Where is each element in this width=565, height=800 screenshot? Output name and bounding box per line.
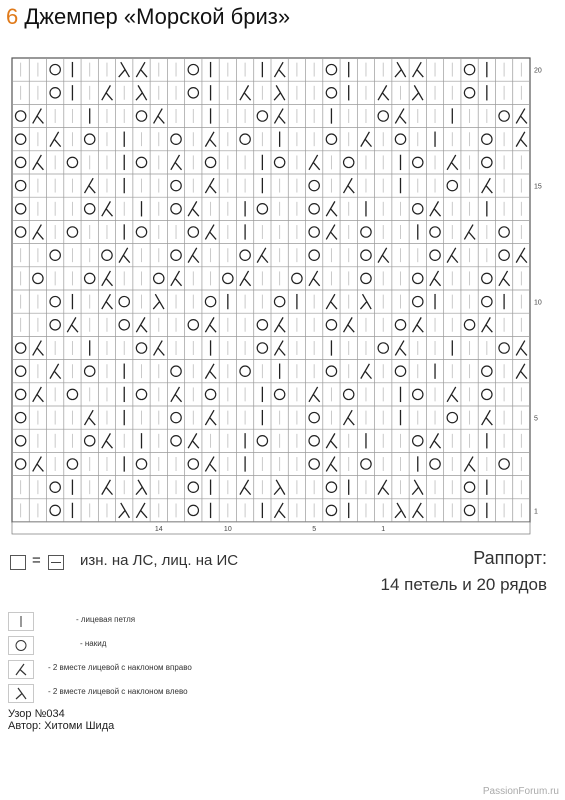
yarn-over-icon xyxy=(8,636,34,655)
row-number-label: 1 xyxy=(534,508,538,516)
key-k2tog-right xyxy=(8,660,268,678)
pattern-id: Узор №034 xyxy=(8,708,65,720)
legend-purl-text: изн. на ЛС, лиц. на ИС xyxy=(80,552,239,569)
k2tog-right-icon xyxy=(8,660,34,679)
blank-square-icon xyxy=(10,555,26,570)
author: Автор: Хитоми Шида xyxy=(8,720,115,732)
purl-dash-icon xyxy=(48,555,64,570)
key-knit xyxy=(8,612,268,630)
row-number-label: 10 xyxy=(534,299,542,307)
column-number-strip xyxy=(12,522,530,534)
key-k2tog-left-label: - 2 вместе лицевой с наклоном влево xyxy=(48,687,188,696)
key-knit-label: - лицевая петля xyxy=(76,615,136,624)
watermark: PassionForum.ru xyxy=(482,786,559,797)
key-yarn-over xyxy=(8,636,268,654)
key-yarn-over-label: - накид xyxy=(80,639,107,648)
rapport-title: Раппорт: xyxy=(473,548,547,568)
column-number-label: 10 xyxy=(223,526,232,533)
equals-sign: = xyxy=(32,552,41,569)
column-number-label: 1 xyxy=(381,526,386,533)
key-k2tog-right-label: - 2 вместе лицевой с наклоном вправо xyxy=(48,663,192,672)
rapport-details: 14 петель и 20 рядов xyxy=(380,575,547,594)
knit-stitch-icon xyxy=(8,612,34,631)
column-number-label: 14 xyxy=(154,526,163,533)
key-k2tog-left xyxy=(8,684,268,702)
column-number-label: 5 xyxy=(312,526,317,533)
row-number-label: 20 xyxy=(534,67,542,75)
row-number-label: 5 xyxy=(534,415,538,423)
row-number-label: 15 xyxy=(534,183,542,191)
title-number: 6 xyxy=(6,4,19,29)
title-text: Джемпер «Морской бриз» xyxy=(24,4,291,29)
k2tog-left-icon xyxy=(8,684,34,703)
